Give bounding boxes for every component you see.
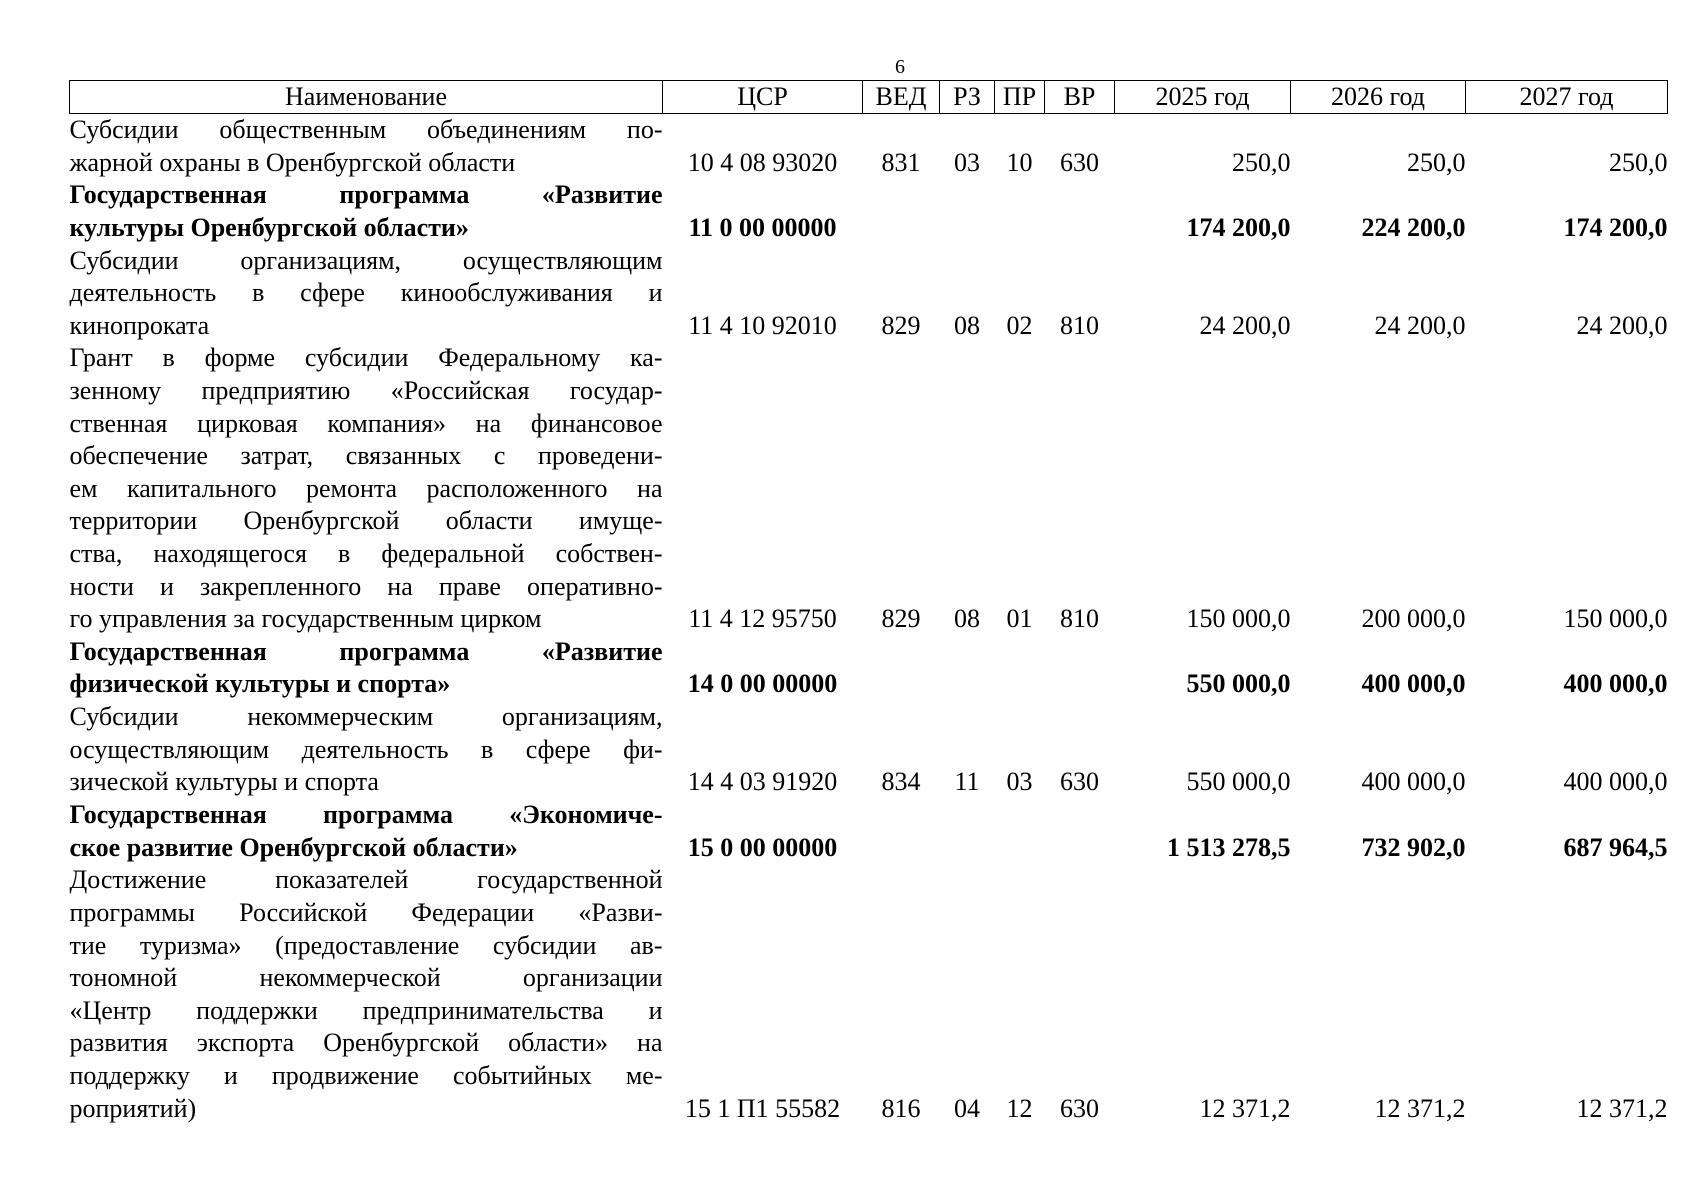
row-2025: 12 371,2 — [1199, 1093, 1291, 1123]
row-rz: 08 — [954, 310, 980, 340]
name-line: Государственная программа «Развитие — [69, 636, 663, 666]
row-pr: 02 — [1006, 310, 1033, 340]
row-vr — [1045, 636, 1115, 701]
row-ved: 829 — [881, 604, 921, 634]
row-2026: 250,0 — [1407, 147, 1466, 177]
row-name — [70, 244, 663, 342]
row-ved — [863, 799, 940, 864]
row-2025: 1 513 278,5 — [1167, 832, 1291, 862]
row-csr: 15 0 00 00000 — [687, 832, 838, 862]
name-line: ности и закрепленного на праве оперативно- — [69, 571, 663, 601]
row-2027: 400 000,0 — [1563, 767, 1668, 797]
row-name — [70, 179, 663, 244]
row-rz: 08 — [954, 604, 980, 634]
row-2027: 12 371,2 — [1576, 1093, 1668, 1123]
name-line: поддержку и продвижение событийных ме- — [69, 1060, 663, 1090]
header-2027: 2027 год — [1466, 81, 1668, 114]
table-row-program — [70, 636, 1668, 701]
row-name — [70, 864, 663, 1125]
row-2026: 224 200,0 — [1361, 212, 1466, 242]
name-line: Субсидии некоммерческим организациям, — [69, 702, 663, 732]
row-vr — [1045, 799, 1115, 864]
name-line: ем капитального ремонта расположенного на — [69, 473, 663, 503]
name-line: го управления за государственным цирком — [69, 604, 542, 634]
row-name — [70, 114, 663, 180]
row-2026: 24 200,0 — [1374, 310, 1466, 340]
row-2027: 400 000,0 — [1563, 669, 1668, 699]
row-pr: 03 — [1006, 767, 1033, 797]
row-vr — [1045, 179, 1115, 244]
row-name — [70, 799, 663, 864]
name-line: ственная цирковая компания» на финансовое — [69, 408, 663, 438]
row-rz: 04 — [954, 1093, 980, 1123]
header-csr: ЦСР — [663, 81, 863, 114]
row-rz: 11 — [954, 767, 980, 797]
row-pr — [995, 636, 1045, 701]
row-name — [70, 636, 663, 701]
name-line: Субсидии организациям, осуществляющим — [69, 245, 663, 275]
header-name: Наименование — [70, 81, 663, 114]
name-line: территории Оренбургской области имуще- — [69, 506, 663, 536]
name-line: Государственная программа «Развитие — [69, 180, 663, 210]
row-rz: 03 — [954, 147, 980, 177]
row-ved: 831 — [881, 147, 921, 177]
row-pr: 12 — [1006, 1093, 1033, 1123]
name-line: Достижение показателей государственной — [69, 865, 663, 895]
name-line: Субсидии общественным объединениям по- — [69, 115, 663, 144]
name-line: Государственная программа «Экономиче- — [69, 799, 663, 829]
table-header-row — [70, 81, 1668, 114]
row-2025: 550 000,0 — [1186, 669, 1291, 699]
row-ved: 829 — [881, 310, 921, 340]
table-row — [70, 114, 1668, 180]
row-ved — [863, 636, 940, 701]
name-line: зенному предприятию «Российская государ- — [69, 375, 663, 405]
name-line: роприятий) — [69, 1093, 197, 1123]
name-line: зической культуры и спорта — [69, 767, 379, 797]
name-line: ское развитие Оренбургской области» — [69, 832, 518, 862]
header-2026: 2026 год — [1291, 81, 1466, 114]
name-line: жарной охраны в Оренбургской области — [69, 147, 516, 177]
name-line: деятельность в сфере кинообслуживания и — [69, 278, 663, 308]
row-2027: 250,0 — [1609, 147, 1668, 177]
row-pr: 01 — [1006, 604, 1033, 634]
table-row — [70, 244, 1668, 342]
row-name — [70, 701, 663, 799]
row-2027: 24 200,0 — [1576, 310, 1668, 340]
page-number: 6 — [895, 56, 905, 78]
row-2025: 174 200,0 — [1186, 212, 1291, 242]
name-line: осуществляющим деятельность в сфере фи- — [69, 734, 663, 764]
row-vr: 630 — [1060, 767, 1099, 797]
row-csr: 10 4 08 93020 — [687, 147, 838, 177]
table-row — [70, 701, 1668, 799]
budget-table — [69, 80, 1668, 1125]
row-name — [70, 342, 663, 635]
row-2027: 687 964,5 — [1563, 832, 1668, 862]
name-line: обеспечение затрат, связанных с проведени- — [69, 441, 663, 471]
row-pr — [995, 179, 1045, 244]
table-row — [70, 342, 1668, 635]
row-2026: 12 371,2 — [1374, 1093, 1466, 1123]
row-csr: 14 0 00 00000 — [687, 669, 838, 699]
row-2025: 250,0 — [1232, 147, 1291, 177]
row-rz — [940, 636, 995, 701]
row-vr: 630 — [1060, 147, 1099, 177]
row-2025: 150 000,0 — [1186, 604, 1291, 634]
row-2025: 550 000,0 — [1186, 767, 1291, 797]
row-2027: 150 000,0 — [1563, 604, 1668, 634]
header-rz: РЗ — [940, 81, 995, 114]
row-pr — [995, 799, 1045, 864]
name-line: «Центр поддержки предпринимательства и — [69, 995, 663, 1025]
row-pr: 10 — [1006, 147, 1033, 177]
row-2026: 200 000,0 — [1361, 604, 1466, 634]
name-line: кинопроката — [69, 310, 210, 340]
header-pr: ПР — [995, 81, 1045, 114]
row-csr: 11 4 10 92010 — [688, 310, 837, 340]
name-line: развития экспорта Оренбургской области» на — [69, 1028, 663, 1058]
table-row — [70, 864, 1668, 1125]
row-csr: 14 4 03 91920 — [687, 767, 838, 797]
name-line: культуры Оренбургской области» — [69, 212, 469, 242]
name-line: программы Российской Федерации «Разви- — [69, 897, 663, 927]
header-2025: 2025 год — [1115, 81, 1291, 114]
row-2026: 400 000,0 — [1361, 767, 1466, 797]
table-row-program — [70, 799, 1668, 864]
row-ved: 834 — [881, 767, 921, 797]
row-csr: 11 4 12 95750 — [688, 604, 837, 634]
row-rz — [940, 179, 995, 244]
name-line: тие туризма» (предоставление субсидии ав- — [69, 930, 663, 960]
name-line: физической культуры и спорта» — [69, 669, 451, 699]
row-rz — [940, 799, 995, 864]
row-vr: 810 — [1060, 310, 1099, 340]
table-row-program — [70, 179, 1668, 244]
row-2025: 24 200,0 — [1199, 310, 1291, 340]
row-vr: 810 — [1060, 604, 1099, 634]
row-2027: 174 200,0 — [1563, 212, 1668, 242]
row-2026: 400 000,0 — [1361, 669, 1466, 699]
row-2026: 732 902,0 — [1361, 832, 1466, 862]
name-line: тономной некоммерческой организации — [69, 963, 663, 993]
row-csr: 15 1 П1 55582 — [684, 1093, 841, 1123]
name-line: Грант в форме субсидии Федеральному ка- — [69, 343, 663, 373]
row-ved — [863, 179, 940, 244]
name-line: ства, находящегося в федеральной собствен- — [69, 538, 663, 568]
row-ved: 816 — [881, 1093, 921, 1123]
row-vr: 630 — [1060, 1093, 1099, 1123]
row-csr: 11 0 00 00000 — [688, 212, 837, 242]
header-ved: ВЕД — [863, 81, 940, 114]
header-vr: ВР — [1045, 81, 1115, 114]
